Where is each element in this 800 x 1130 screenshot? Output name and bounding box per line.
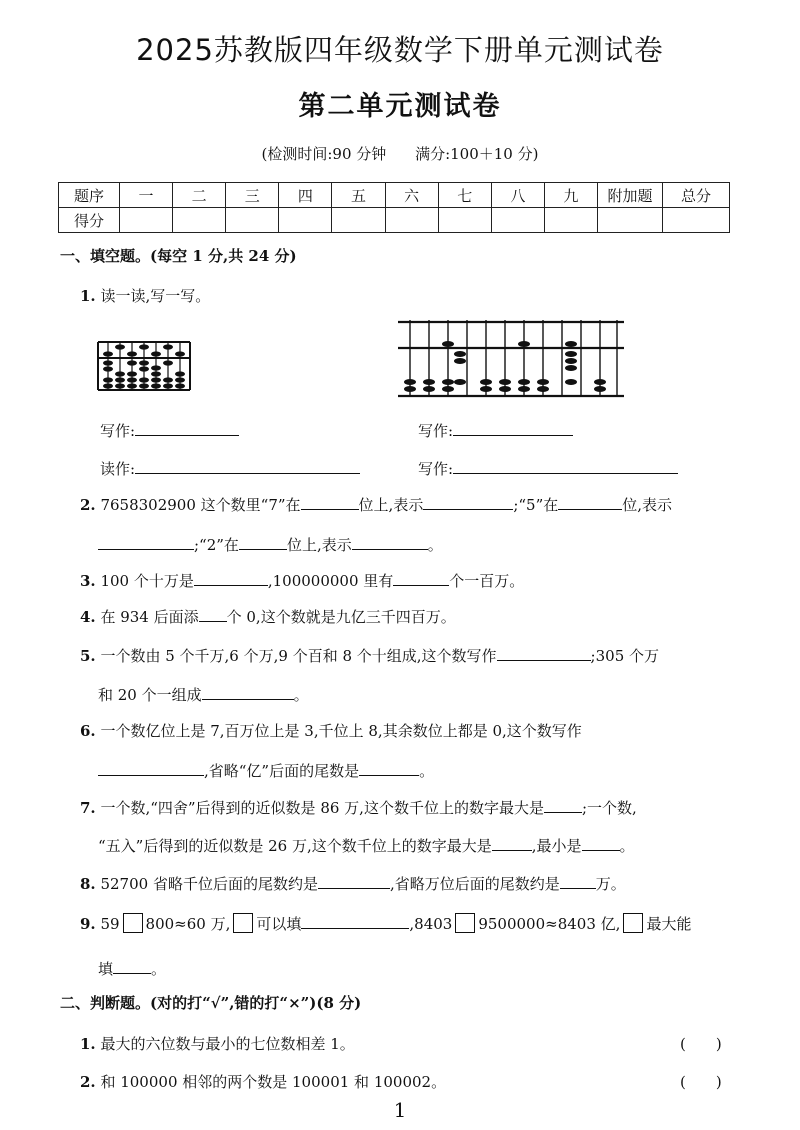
col-3: 三 — [226, 183, 279, 208]
col-7: 七 — [438, 183, 491, 208]
question-text: ,100000000 里有 — [267, 572, 394, 590]
question-text: 和 100000 相邻的两个数是 100001 和 100002。 — [100, 1073, 447, 1091]
question-text: 个 0,这个数就是九亿三千四百万。 — [226, 608, 456, 626]
score-cell[interactable] — [663, 208, 730, 233]
answer-blank[interactable] — [202, 685, 294, 700]
section2-heading: 二、判断题。(对的打“√”,错的打“×”)(8 分) — [60, 994, 362, 1012]
score-cell[interactable] — [385, 208, 438, 233]
score-cell[interactable] — [173, 208, 226, 233]
question-text: 。 — [293, 686, 309, 704]
answer-blank[interactable] — [393, 571, 449, 586]
score-cell[interactable] — [544, 208, 597, 233]
question-2-2 — [80, 1071, 446, 1092]
fill-box[interactable] — [623, 913, 643, 933]
question-text: ,8403 — [409, 915, 453, 933]
question-1-5-cont — [98, 684, 309, 705]
question-number: 2. — [80, 1073, 96, 1091]
question-text: ,省略“亿”后面的尾数是 — [204, 762, 360, 780]
score-cell[interactable] — [120, 208, 173, 233]
answer-blank[interactable] — [352, 535, 428, 550]
question-1-5 — [80, 645, 659, 666]
answer-blank[interactable] — [194, 571, 268, 586]
question-text: 。 — [619, 837, 635, 855]
question-1-1 — [80, 285, 210, 306]
answer-blank[interactable] — [239, 535, 287, 550]
question-text: 在 934 后面添 — [100, 608, 199, 626]
question-text: 位上,表示 — [358, 496, 424, 514]
score-cell[interactable] — [279, 208, 332, 233]
score-cell[interactable] — [226, 208, 279, 233]
exam-info — [0, 143, 800, 164]
question-text: 最大的六位数与最小的七位数相差 1。 — [100, 1035, 355, 1053]
col-4: 四 — [279, 183, 332, 208]
question-number: 6. — [80, 722, 96, 740]
answer-blank[interactable] — [98, 761, 204, 776]
question-text: 位上,表示 — [286, 536, 352, 554]
answer-blank[interactable] — [318, 874, 390, 889]
answer-blank[interactable] — [301, 495, 359, 510]
question-1-6-cont — [98, 760, 434, 781]
answer-blank[interactable] — [544, 798, 582, 813]
section1-heading: 一、填空题。(每空 1 分,共 24 分) — [60, 247, 297, 265]
score-cell[interactable] — [598, 208, 663, 233]
answer-blank[interactable] — [453, 421, 573, 436]
read-line — [100, 458, 360, 479]
question-1-7-cont — [98, 835, 635, 856]
question-text: 一个数,“四舍”后得到的近似数是 86 万,这个数千位上的数字最大是 — [100, 799, 544, 817]
answer-blank[interactable] — [453, 459, 678, 474]
time-info: (检测时间:90 分钟 — [261, 145, 387, 163]
col-bonus: 附加题 — [598, 183, 663, 208]
write-label: 写作: — [418, 422, 454, 440]
row-label-order: 题序 — [59, 183, 120, 208]
question-number: 8. — [80, 875, 96, 893]
question-1-7 — [80, 797, 637, 818]
question-text: 7658302900 这个数里“7”在 — [100, 496, 301, 514]
col-2: 二 — [173, 183, 226, 208]
question-text: 和 20 个一组成 — [98, 686, 202, 704]
answer-blank[interactable] — [113, 959, 151, 974]
question-text: ;“2”在 — [194, 536, 239, 554]
score-table-score-row — [59, 208, 730, 233]
write-line-a — [100, 420, 239, 441]
question-1-9-cont — [98, 958, 166, 979]
fill-box[interactable] — [455, 913, 475, 933]
question-number: 3. — [80, 572, 96, 590]
score-table-header-row — [59, 183, 730, 208]
question-1-6 — [80, 720, 582, 741]
score-cell[interactable] — [491, 208, 544, 233]
question-2-1 — [80, 1033, 355, 1054]
question-number: 4. — [80, 608, 96, 626]
answer-blank[interactable] — [492, 836, 532, 851]
question-text: 个一百万。 — [449, 572, 525, 590]
answer-blank[interactable] — [582, 836, 620, 851]
question-text: 9500000≈8403 亿, — [478, 915, 621, 933]
answer-blank[interactable] — [135, 459, 360, 474]
answer-parentheses[interactable]: ( ) — [680, 1035, 722, 1053]
question-1-9 — [80, 913, 691, 934]
question-1-2 — [80, 494, 672, 515]
question-text: 可以填 — [256, 915, 302, 933]
col-5: 五 — [332, 183, 385, 208]
question-text: 最大能 — [646, 915, 692, 933]
question-text: 万。 — [595, 875, 626, 893]
question-text: ;“5”在 — [513, 496, 559, 514]
question-text: 位,表示 — [622, 496, 673, 514]
col-9: 九 — [544, 183, 597, 208]
col-8: 八 — [491, 183, 544, 208]
question-1-4 — [80, 606, 456, 627]
answer-blank[interactable] — [359, 761, 419, 776]
question-text: 读一读,写一写。 — [100, 287, 211, 305]
large-abacus-icon — [396, 316, 626, 398]
fill-box[interactable] — [123, 913, 143, 933]
question-text: “五入”后得到的近似数是 26 万,这个数千位上的数字最大是 — [98, 837, 492, 855]
question-1-3 — [80, 570, 524, 591]
question-text: 。 — [151, 960, 167, 978]
write-label: 写作: — [418, 460, 454, 478]
answer-parentheses[interactable]: ( ) — [680, 1073, 722, 1091]
question-number: 7. — [80, 799, 96, 817]
question-text: 52700 省略千位后面的尾数约是 — [100, 875, 318, 893]
answer-blank[interactable] — [135, 421, 239, 436]
small-abacus-icon — [96, 338, 192, 392]
question-number: 5. — [80, 647, 96, 665]
score-cell[interactable] — [438, 208, 491, 233]
document-title: 2025苏教版四年级数学下册单元测试卷 — [136, 33, 664, 67]
question-text: ;一个数, — [581, 799, 637, 817]
question-text: 100 个十万是 — [100, 572, 194, 590]
score-info: 满分:100＋10 分) — [415, 145, 539, 163]
score-cell[interactable] — [332, 208, 385, 233]
answer-blank[interactable] — [199, 607, 227, 622]
col-total: 总分 — [663, 183, 730, 208]
answer-blank[interactable] — [497, 646, 591, 661]
answer-blank[interactable] — [98, 535, 194, 550]
col-1: 一 — [120, 183, 173, 208]
question-text: 800≈60 万, — [145, 915, 231, 933]
answer-blank[interactable] — [301, 914, 409, 929]
write-line-c — [418, 458, 678, 479]
question-number: 1. — [80, 287, 96, 305]
answer-blank[interactable] — [423, 495, 513, 510]
question-text: ,省略万位后面的尾数约是 — [389, 875, 560, 893]
question-number: 2. — [80, 496, 96, 514]
question-text: ;305 个万 — [590, 647, 659, 665]
write-label: 写作: — [100, 422, 136, 440]
write-line-b — [418, 420, 573, 441]
answer-blank[interactable] — [558, 495, 622, 510]
question-number: 9. — [80, 915, 96, 933]
page-number: 1 — [393, 1098, 407, 1122]
question-text: 59 — [100, 915, 120, 933]
col-6: 六 — [385, 183, 438, 208]
question-1-2-cont — [98, 534, 443, 555]
unit-title: 第二单元测试卷 — [298, 91, 502, 122]
answer-blank[interactable] — [560, 874, 596, 889]
question-1-8 — [80, 873, 626, 894]
question-text: 一个数亿位上是 7,百万位上是 3,千位上 8,其余数位上都是 0,这个数写作 — [100, 722, 582, 740]
question-text: 。 — [427, 536, 443, 554]
question-text: ,最小是 — [531, 837, 582, 855]
read-label: 读作: — [100, 460, 136, 478]
fill-box[interactable] — [233, 913, 253, 933]
score-table — [58, 182, 730, 233]
question-text: 填 — [98, 960, 114, 978]
question-text: 一个数由 5 个千万,6 个万,9 个百和 8 个十组成,这个数写作 — [100, 647, 497, 665]
question-number: 1. — [80, 1035, 96, 1053]
row-label-score: 得分 — [59, 208, 120, 233]
question-text: 。 — [419, 762, 435, 780]
